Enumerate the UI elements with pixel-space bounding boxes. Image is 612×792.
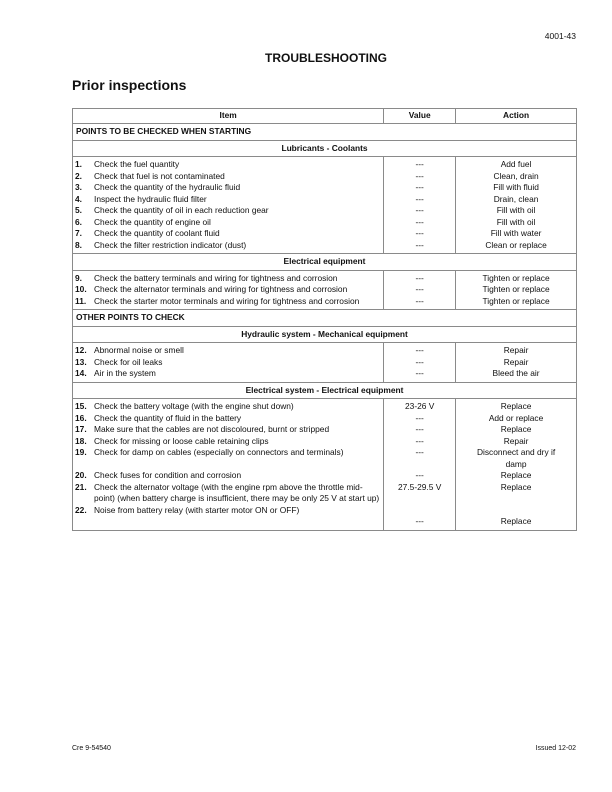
subgroup-label: Lubricants - Coolants xyxy=(73,140,577,157)
list-item xyxy=(75,296,381,308)
item-text: Make sure that the cables are not discoloured, burnt or stripped xyxy=(94,424,330,434)
item-text: Check the alternator terminals and wiring for tightness and corrosion xyxy=(94,284,348,294)
action-text: Replace xyxy=(500,401,532,411)
value-text: --- xyxy=(415,182,424,192)
subgroup-label: Hydraulic system - Mechanical equipment xyxy=(73,326,577,343)
items-cell xyxy=(73,343,384,383)
value-text: --- xyxy=(415,216,424,227)
item-text: Check the battery terminals and wiring for tightness and corrosion xyxy=(94,272,338,283)
inspection-table xyxy=(72,108,577,531)
value-text: --- xyxy=(415,159,424,169)
list-item xyxy=(75,447,381,470)
values-cell xyxy=(384,157,456,254)
value-text: --- xyxy=(415,435,424,446)
item-text: Check the quantity of engine oil xyxy=(94,216,211,227)
action-text: Fill with fluid xyxy=(493,182,539,192)
column-header-action: Action xyxy=(456,109,577,124)
table-row-block xyxy=(73,399,577,531)
action-text: Replace xyxy=(500,516,532,526)
group-row xyxy=(73,124,577,141)
action-text: Repair xyxy=(503,345,529,355)
value-text: --- xyxy=(415,412,424,423)
list-item xyxy=(75,368,381,380)
action-text: Bleed the air xyxy=(492,368,540,378)
item-text: Check for missing or loose cable retaining clips xyxy=(94,435,269,446)
table-row-block xyxy=(73,157,577,254)
subgroup-row xyxy=(73,254,577,271)
action-text: Fill with oil xyxy=(496,216,536,227)
item-number: 10. xyxy=(75,284,87,294)
value-text: --- xyxy=(415,170,424,181)
item-text: Check for damp on cables (especially on connectors and terminals) xyxy=(94,447,344,457)
item-number: 6. xyxy=(75,216,82,227)
action-text: Replace xyxy=(500,470,532,480)
item-number: 1. xyxy=(75,159,82,169)
action-text: Clean or replace xyxy=(485,239,547,250)
item-number: 2. xyxy=(75,170,82,181)
action-text: Replace xyxy=(500,424,532,434)
value-text: --- xyxy=(415,284,424,294)
items-cell xyxy=(73,157,384,254)
column-header-item: Item xyxy=(73,109,384,124)
list-item xyxy=(75,205,381,217)
action-text: Tighten or replace xyxy=(482,272,550,283)
action-text: Replace xyxy=(500,481,532,492)
item-number: 8. xyxy=(75,239,82,250)
item-text: Check the quantity of oil in each reduction gear xyxy=(94,205,269,215)
item-number: 16. xyxy=(75,412,87,423)
column-header-value: Value xyxy=(384,109,456,124)
item-number: 3. xyxy=(75,182,82,192)
list-item xyxy=(75,171,381,183)
item-number: 15. xyxy=(75,401,87,411)
item-number: 4. xyxy=(75,193,82,204)
value-text: --- xyxy=(415,205,424,215)
value-text: --- xyxy=(415,272,424,283)
subgroup-row xyxy=(73,140,577,157)
list-item xyxy=(75,284,381,296)
action-text: Tighten or replace xyxy=(482,284,550,294)
list-item xyxy=(75,228,381,240)
group-label: OTHER POINTS TO CHECK xyxy=(73,310,577,327)
values-cell xyxy=(384,270,456,310)
action-text: Repair xyxy=(503,435,529,446)
action-text: Disconnect and dry if damp xyxy=(476,447,556,469)
list-item xyxy=(75,424,381,436)
item-number: 9. xyxy=(75,272,82,283)
page-title: TROUBLESHOOTING xyxy=(265,51,387,65)
item-text: Check the battery voltage (with the engine shut down) xyxy=(94,401,294,411)
item-number: 22. xyxy=(75,504,87,515)
item-number: 14. xyxy=(75,368,87,378)
table-row-block xyxy=(73,270,577,310)
value-text: --- xyxy=(415,228,424,238)
item-number: 12. xyxy=(75,345,87,355)
values-cell xyxy=(384,399,456,531)
document-reference: Cre 9-54540 xyxy=(72,745,111,752)
table-row-block xyxy=(73,343,577,383)
item-number: 5. xyxy=(75,205,82,215)
list-item xyxy=(75,182,381,194)
value-text: --- xyxy=(415,239,424,250)
action-text: Add fuel xyxy=(500,159,532,169)
items-cell xyxy=(73,270,384,310)
group-label: POINTS TO BE CHECKED WHEN STARTING xyxy=(73,124,577,141)
item-text: Inspect the hydraulic fluid filter xyxy=(94,193,207,204)
item-number: 17. xyxy=(75,424,87,434)
value-text: --- xyxy=(415,424,424,434)
item-text: Check the quantity of coolant fluid xyxy=(94,228,220,238)
actions-cell xyxy=(456,399,577,531)
item-text: Check the starter motor terminals and wiring for tightness and corrosion xyxy=(94,295,360,306)
list-item xyxy=(75,194,381,206)
action-text: Add or replace xyxy=(488,412,544,423)
list-item xyxy=(75,357,381,369)
table-header-row xyxy=(73,109,577,124)
action-text: Fill with oil xyxy=(496,205,536,215)
item-number: 21. xyxy=(75,481,87,492)
subgroup-row xyxy=(73,382,577,399)
list-item xyxy=(75,413,381,425)
list-item xyxy=(75,470,381,482)
list-item xyxy=(75,240,381,252)
list-item xyxy=(75,273,381,285)
value-text: --- xyxy=(415,516,424,526)
item-text: Check the fuel quantity xyxy=(94,159,180,169)
list-item xyxy=(75,345,381,357)
items-cell xyxy=(73,399,384,531)
value-text: 23-26 V xyxy=(405,401,435,411)
item-number: 11. xyxy=(75,295,87,306)
subgroup-label: Electrical system - Electrical equipment xyxy=(73,382,577,399)
item-text: Check the filter restriction indicator (dust) xyxy=(94,239,247,250)
item-text: Check fuses for condition and corrosion xyxy=(94,470,242,480)
value-text: --- xyxy=(415,447,424,457)
list-item xyxy=(75,159,381,171)
action-text: Clean, drain xyxy=(493,170,539,181)
list-item xyxy=(75,401,381,413)
value-text: --- xyxy=(415,193,424,204)
item-number: 7. xyxy=(75,228,82,238)
list-item xyxy=(75,436,381,448)
value-text: --- xyxy=(415,345,424,355)
item-text: Check the quantity of the hydraulic fluid xyxy=(94,182,241,192)
list-item xyxy=(75,217,381,229)
group-row xyxy=(73,310,577,327)
action-text: Fill with water xyxy=(490,228,542,238)
subgroup-label: Electrical equipment xyxy=(73,254,577,271)
item-text: Check that fuel is not contaminated xyxy=(94,170,225,181)
item-text: Noise from battery relay (with starter motor ON or OFF) xyxy=(94,504,300,515)
value-text: 27.5-29.5 V xyxy=(398,481,442,492)
values-cell xyxy=(384,343,456,383)
subgroup-row xyxy=(73,326,577,343)
action-text: Repair xyxy=(503,356,529,367)
issue-date: Issued 12-02 xyxy=(535,745,576,752)
item-text: Air in the system xyxy=(94,368,156,378)
actions-cell xyxy=(456,270,577,310)
list-item xyxy=(75,505,381,517)
item-number: 18. xyxy=(75,435,87,446)
action-text: Tighten or replace xyxy=(482,295,550,306)
value-text: --- xyxy=(415,295,424,306)
item-text: Check for oil leaks xyxy=(94,356,163,367)
page-number: 4001-43 xyxy=(544,31,576,41)
actions-cell xyxy=(456,157,577,254)
section-title: Prior inspections xyxy=(72,77,187,93)
item-number: 19. xyxy=(75,447,87,457)
item-text: Check the alternator voltage (with the engine rpm above the throttle mid-point) (when battery charge is insufficient, there may be only 25 V at start up) xyxy=(94,481,380,503)
list-item xyxy=(75,482,381,505)
action-text: Drain, clean xyxy=(493,193,539,204)
value-text: --- xyxy=(415,368,424,378)
item-text: Abnormal noise or smell xyxy=(94,345,184,355)
item-text: Check the quantity of fluid in the battery xyxy=(94,412,242,423)
item-number: 20. xyxy=(75,470,87,480)
value-text: --- xyxy=(415,356,424,367)
value-text: --- xyxy=(415,470,424,480)
actions-cell xyxy=(456,343,577,383)
item-number: 13. xyxy=(75,356,87,367)
